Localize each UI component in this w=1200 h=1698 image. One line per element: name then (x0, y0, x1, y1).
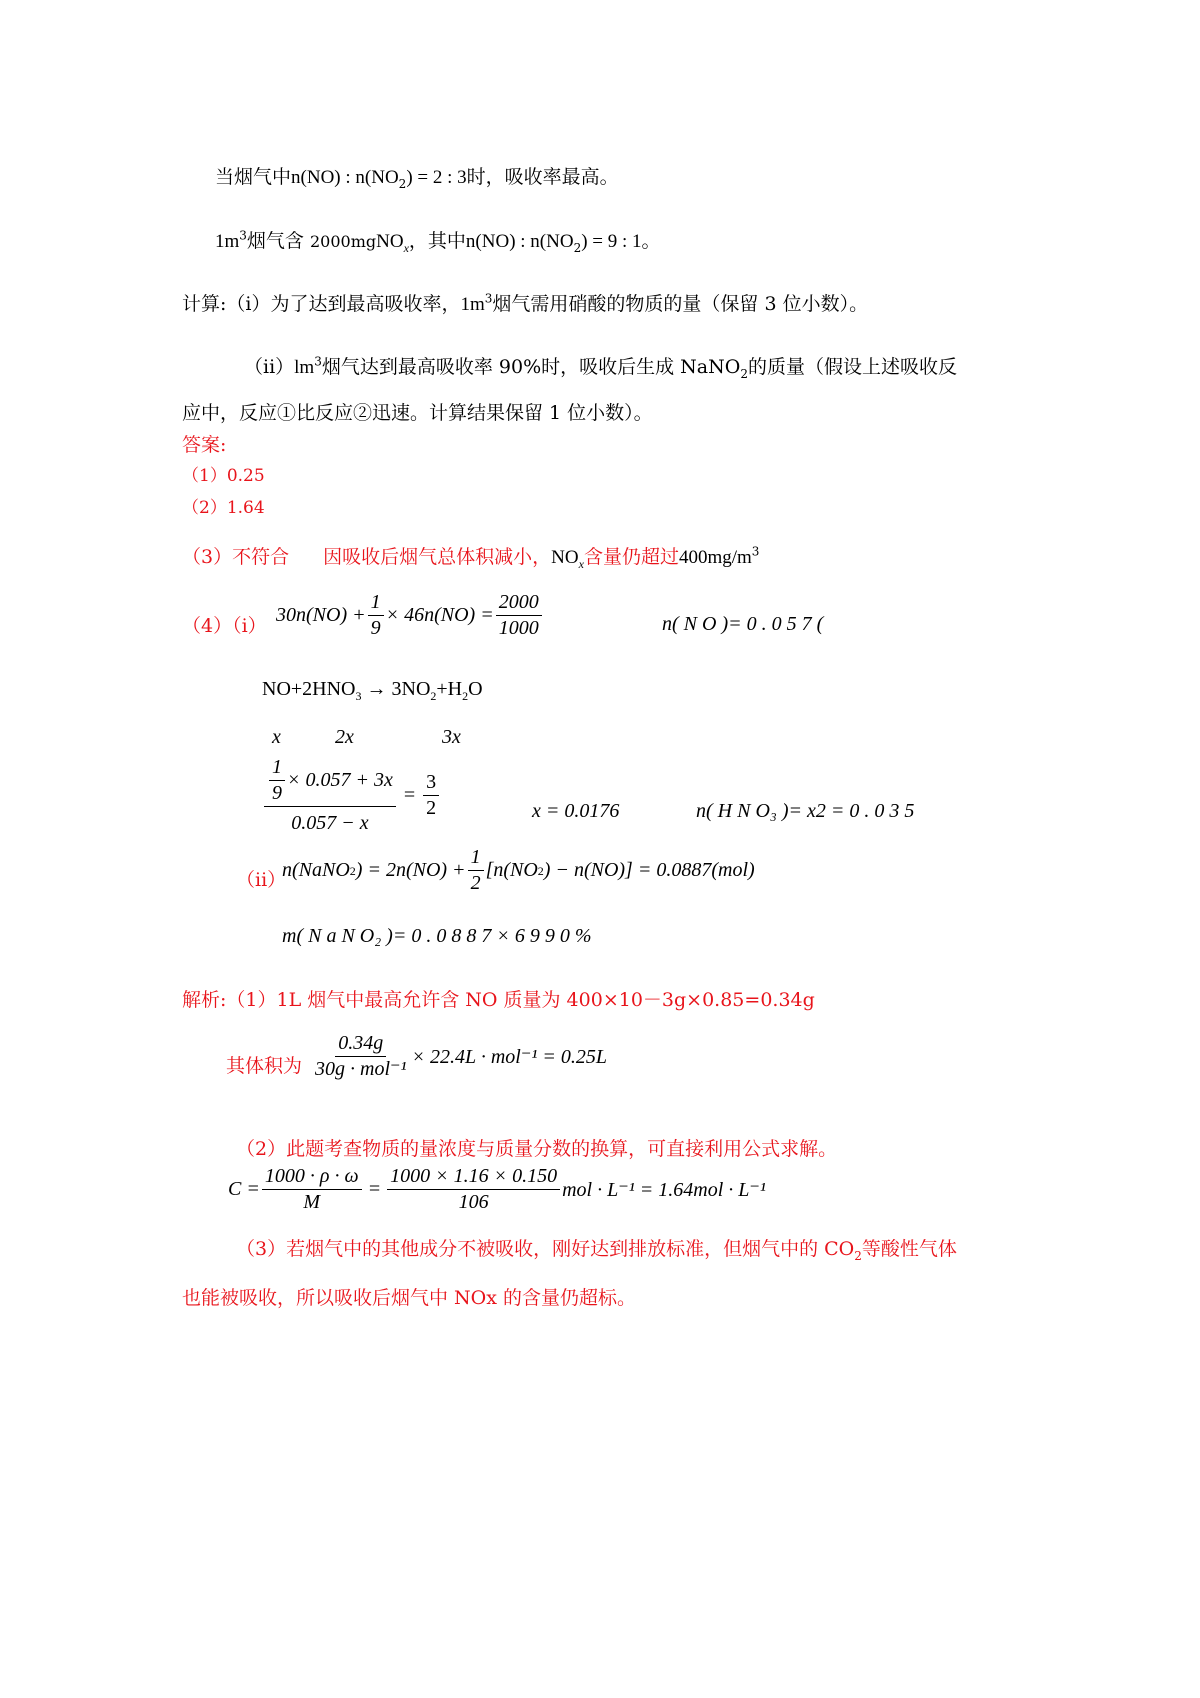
volume-unit: lm (294, 357, 315, 378)
ratio-numerator (264, 757, 396, 807)
calc-question-i (182, 291, 869, 315)
condition-line-2 (215, 228, 661, 255)
unit: 400mg/m (678, 547, 752, 568)
fraction-numerator: 3 (423, 772, 439, 796)
volume-unit: 1m (215, 231, 240, 252)
formula-fraction (262, 1166, 362, 1213)
mass-nano2-equation: m( N a N O₂ )= 0 . 0 8 8 7 × 6 9 9 0 % (282, 925, 592, 947)
equals-sign: = (403, 784, 416, 806)
fraction-denominator: 2 (470, 872, 481, 894)
volume-unit: 1m (460, 294, 485, 315)
fraction-numerator: 1 (468, 847, 484, 871)
superscript: 3 (751, 544, 760, 559)
concentration-formula (228, 1166, 766, 1213)
subscript: 2 (398, 176, 407, 191)
analysis-3 (236, 1238, 957, 1263)
condition-1-suffix: 时，吸收率最高。 (466, 166, 619, 188)
ratio-math-2: ) = 9 : 1 (581, 231, 642, 252)
calc-question-ii (244, 354, 957, 381)
ratio-equation (262, 757, 441, 834)
fraction-numerator: 1 (269, 757, 285, 781)
text: 烟气达到最高吸收率 90%时，吸收后生成 NaNO (321, 356, 741, 378)
answer-4-label: （4）（i） (182, 615, 267, 637)
subscript: 2 (573, 240, 582, 255)
analysis-2: （2）此题考查物质的量浓度与质量分数的换算，可直接利用公式求解。 (236, 1138, 838, 1160)
volume-fraction (312, 1033, 410, 1080)
text: ，其中 (408, 230, 466, 252)
equation-term: mol · L⁻¹ = 1.64mol · L⁻¹ (562, 1179, 766, 1201)
ratio-fraction (264, 757, 396, 834)
text: 。 (641, 230, 661, 252)
subscript: 2 (854, 1248, 862, 1263)
subscript: x (578, 556, 584, 571)
superscript: 3 (239, 228, 247, 243)
analysis-3-line-2: 也能被吸收，所以吸收后烟气中 NOx 的含量仍超标。 (182, 1287, 636, 1309)
subscript: 3 (355, 689, 362, 703)
analysis-1-volume-label: 其体积为 (226, 1055, 303, 1077)
condition-1-math: n(NO) : n(NO (291, 167, 399, 188)
arrow: → (361, 678, 392, 700)
text: 等酸性气体 (861, 1238, 957, 1260)
fraction-denominator: 106 (458, 1191, 489, 1213)
fraction-numerator: 0.34g (335, 1033, 386, 1057)
fraction-denominator: 1000 (498, 617, 539, 639)
fraction-1-9 (368, 592, 384, 639)
reactant: NO+2HNO (262, 678, 356, 700)
answer-3 (182, 544, 760, 571)
subscript: x (403, 240, 409, 255)
analysis-1: 解析:（1）1L 烟气中最高允许含 NO 质量为 400×10－3g×0.85=0.34g (182, 989, 815, 1011)
answer-2: （2）1.64 (182, 498, 265, 518)
mass-value: 2000mg (309, 232, 377, 251)
fraction-numerator: 1 (368, 592, 384, 616)
fraction-1-2 (468, 847, 484, 894)
equals-sign: = (367, 1178, 382, 1200)
equation-term: ) = 2n(NO) + (355, 859, 466, 881)
volume-equation (310, 1033, 607, 1080)
product: 3NO (391, 678, 431, 700)
condition-1-math-2: ) = 2 : 3 (406, 167, 467, 188)
text: （ii） (244, 356, 295, 378)
fraction-denominator: M (303, 1191, 321, 1213)
subscript: 2 (740, 366, 748, 381)
equation-term: [n(NO (485, 859, 538, 881)
numerator-rest: × 0.057 + 3x (287, 769, 393, 791)
text: （3）若烟气中的其他成分不被吸收，刚好达到排放标准，但烟气中的 CO (236, 1238, 855, 1260)
fraction-denominator: 9 (370, 617, 381, 639)
text: 含量仍超过 (583, 546, 679, 568)
fraction-1-9 (269, 757, 285, 804)
equation-term: × 46n(NO) = (385, 604, 494, 626)
condition-line-1 (215, 166, 619, 191)
coefficient-x: x (272, 726, 281, 748)
calc-question-ii-line-2: 应中，反应①比反应②迅速。计算结果保留 1 位小数）。 (182, 402, 653, 424)
equation-term: n(NaNO (282, 859, 350, 881)
fraction-numerator: 1000 · ρ · ω (262, 1166, 362, 1190)
text: （3）不符合 (182, 546, 290, 568)
coefficient-3x: 3x (442, 726, 461, 748)
fraction-numerator: 1000 × 1.16 × 0.150 (387, 1166, 560, 1190)
reaction-equation (262, 678, 483, 701)
text: 因吸收后烟气总体积减小， (323, 546, 552, 568)
coefficient-2x: 2x (335, 726, 354, 748)
answer-1: （1）0.25 (182, 466, 265, 486)
fraction-denominator: 9 (272, 782, 282, 804)
superscript: 3 (484, 291, 493, 306)
n-hno3-result: n( H N O₃ )= x2 = 0 . 0 3 5 (696, 800, 915, 822)
equation-term: × 22.4L · mol⁻¹ = 0.25L (411, 1046, 607, 1068)
text: 的质量（假设上述吸收反 (747, 356, 957, 378)
subscript: 2 (430, 689, 437, 703)
subscript: 2 (462, 689, 469, 703)
answer-heading: 答案: (182, 434, 227, 456)
fraction-denominator: 2 (426, 797, 437, 819)
fraction-3-2 (423, 772, 439, 819)
equation-term: 30n(NO) + (276, 604, 366, 626)
n-no-result: n( N O )= 0 . 0 5 7 ( (662, 613, 824, 635)
value-fraction (387, 1166, 560, 1213)
answer-ii-label: （ii） (236, 869, 287, 891)
nano2-equation: n(NaNO 2 ) = 2n(NO) + $\frac{1}{2}$ [n(NO 2 ) − n(NO)] = 0.0887(mol) (282, 846, 755, 894)
product: O (468, 678, 483, 700)
superscript: 3 (314, 354, 322, 369)
fraction-2000-1000 (496, 592, 542, 639)
formula: NO (376, 231, 404, 252)
product: +H (436, 678, 463, 700)
equation-term: ) − n(NO)] = 0.0887(mol) (543, 859, 755, 881)
text: 烟气需用硝酸的物质的量（保留 3 位小数）。 (492, 293, 869, 315)
formula: NO (551, 547, 579, 568)
fraction-numerator: 2000 (496, 592, 542, 616)
ratio-math: n(NO) : n(NO (465, 231, 574, 252)
fraction-denominator: 30g · mol⁻¹ (315, 1058, 407, 1080)
answer-4-equation (276, 592, 544, 639)
formula-lhs: C = (228, 1178, 260, 1200)
condition-1-prefix: 当烟气中 (215, 166, 292, 188)
text: 烟气含 (246, 230, 304, 252)
ratio-denominator: 0.057 − x (291, 812, 369, 834)
x-value: x = 0.0176 (532, 800, 620, 822)
text: 计算:（i）为了达到最高吸收率， (182, 293, 461, 315)
